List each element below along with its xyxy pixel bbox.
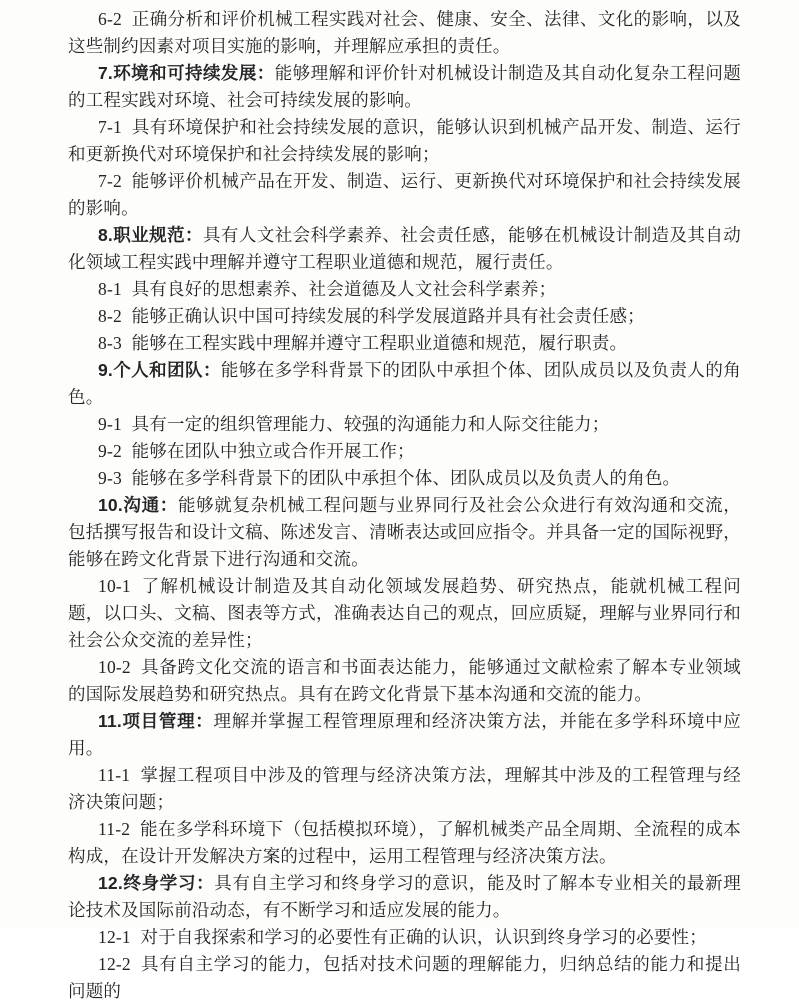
paragraph — [68, 816, 741, 870]
paragraph — [68, 654, 741, 708]
item-number: 6-2 — [98, 9, 122, 29]
item-number: 12-1 — [98, 927, 131, 947]
item-number: 11-1 — [98, 765, 131, 785]
paragraph — [68, 330, 741, 357]
section-heading: 8.职业规范： — [98, 225, 203, 245]
item-number: 10-1 — [98, 576, 131, 596]
item-number: 7-1 — [98, 117, 122, 137]
paragraph-text: 正确分析和评价机械工程实践对社会、健康、安全、法律、文化的影响，以及这些制约因素对项目实施的影响，并理解应承担的责任。 — [68, 9, 741, 56]
paragraph — [68, 222, 741, 276]
paragraph — [68, 465, 741, 492]
paragraph-text: 能够正确认识中国可持续发展的科学发展道路并具有社会责任感； — [131, 306, 645, 326]
paragraph-text: 具有自主学习的能力，包括对技术问题的理解能力，归纳总结的能力和提出问题的 — [68, 954, 741, 1001]
item-number: 8-3 — [98, 333, 122, 353]
paragraph — [68, 492, 741, 573]
item-number: 8-2 — [98, 306, 122, 326]
paragraph-text: 具有良好的思想素养、社会道德及人文社会科学素养； — [131, 279, 557, 299]
paragraph — [68, 303, 741, 330]
paragraph-text: 具有一定的组织管理能力、较强的沟通能力和人际交往能力； — [131, 414, 610, 434]
item-number: 9-1 — [98, 414, 122, 434]
paragraph — [68, 951, 741, 1005]
item-number: 11-2 — [98, 819, 131, 839]
item-number: 10-2 — [98, 657, 131, 677]
paragraph — [68, 357, 741, 411]
section-heading: 7.环境和可持续发展： — [98, 63, 275, 83]
item-number: 8-1 — [98, 279, 122, 299]
document-body — [68, 6, 741, 1005]
paragraph-text: 具有人文社会科学素养、社会责任感，能够在机械设计制造及其自动化领域工程实践中理解并遵守工程职业道德和规范，履行责任。 — [68, 225, 741, 272]
paragraph — [68, 168, 741, 222]
paragraph — [68, 411, 741, 438]
paragraph-text: 能够在多学科背景下的团队中承担个体、团队成员以及负责人的角色。 — [131, 468, 681, 488]
paragraph — [68, 114, 741, 168]
item-number: 9-2 — [98, 441, 122, 461]
paragraph-text: 能够在团队中独立或合作开展工作； — [131, 441, 415, 461]
paragraph-text: 对于自我探索和学习的必要性有正确的认识，认识到终身学习的必要性； — [140, 927, 707, 947]
item-number: 9-3 — [98, 468, 122, 488]
paragraph-text: 具有环境保护和社会持续发展的意识，能够认识到机械产品开发、制造、运行和更新换代对环境保护和社会持续发展的影响； — [68, 117, 741, 164]
paragraph — [68, 870, 741, 924]
paragraph — [68, 708, 741, 762]
item-number: 12-2 — [98, 954, 131, 974]
paragraph — [68, 6, 741, 60]
paragraph-text: 能够就复杂机械工程问题与业界同行及社会公众进行有效沟通和交流，包括撰写报告和设计文稿、陈述发言、清晰表达或回应指令。并具备一定的国际视野，能够在跨文化背景下进行沟通和交流。 — [68, 495, 742, 569]
section-heading: 11.项目管理： — [98, 711, 214, 731]
section-heading: 9.个人和团队： — [98, 360, 221, 380]
paragraph — [68, 276, 741, 303]
paragraph-text: 理解并掌握工程管理原理和经济决策方法，并能在多学科环境中应用。 — [68, 711, 741, 758]
paragraph — [68, 573, 741, 654]
paragraph-text: 能够在多学科背景下的团队中承担个体、团队成员以及负责人的角色。 — [68, 360, 741, 407]
paragraph — [68, 60, 741, 114]
section-heading: 10.沟通： — [98, 495, 178, 515]
paragraph — [68, 762, 741, 816]
paragraph-text: 能够在工程实践中理解并遵守工程职业道德和规范，履行职责。 — [131, 333, 628, 353]
paragraph — [68, 924, 741, 951]
section-heading: 12.终身学习： — [98, 873, 215, 893]
paragraph-text: 具有自主学习和终身学习的意识，能及时了解本专业相关的最新理论技术及国际前沿动态，有不断学习和适应发展的能力。 — [68, 873, 741, 920]
paragraph-text: 具备跨文化交流的语言和书面表达能力，能够通过文献检索了解本专业领域的国际发展趋势和研究热点。具有在跨文化背景下基本沟通和交流的能力。 — [68, 657, 741, 704]
paragraph-text: 能够理解和评价针对机械设计制造及其自动化复杂工程问题的工程实践对环境、社会可持续发展的影响。 — [68, 63, 742, 110]
paragraph — [68, 438, 741, 465]
paragraph-text: 掌握工程项目中涉及的管理与经济决策方法，理解其中涉及的工程管理与经济决策问题； — [68, 765, 741, 812]
paragraph-text: 了解机械设计制造及其自动化领域发展趋势、研究热点，能就机械工程问题，以口头、文稿、图表等方式，准确表达自己的观点，回应质疑，理解与业界同行和社会公众交流的差异性； — [68, 576, 741, 650]
paragraph-text: 能在多学科环境下（包括模拟环境），了解机械类产品全周期、全流程的成本构成，在设计开发解决方案的过程中，运用工程管理与经济决策方法。 — [68, 819, 741, 866]
item-number: 7-2 — [98, 171, 122, 191]
paragraph-text: 能够评价机械产品在开发、制造、运行、更新换代对环境保护和社会持续发展的影响。 — [68, 171, 741, 218]
